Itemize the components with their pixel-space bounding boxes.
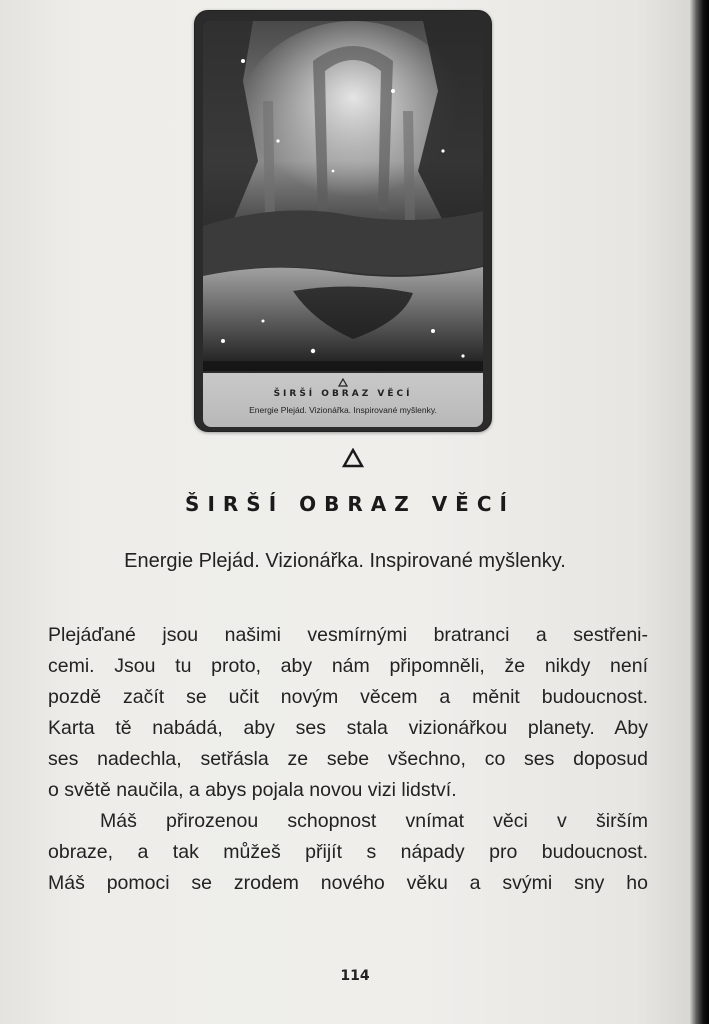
text-line: Máš pomoci se zrodem nového věku a svými sny ho [48,872,648,894]
text-line: Plejáďané jsou našimi vesmírnými bratranci a sestřeni- [48,624,648,646]
text-line: obraze, a tak můžeš přijít s nápady pro budoucnost. [48,841,648,863]
oracle-card [194,10,492,432]
card-subtitle: Energie Plejád. Vizionářka. Inspirované myšlenky. [249,405,437,415]
card-illustration [203,21,483,371]
chapter-heading: ŠIRŠÍ OBRAZ VĚCÍ [185,492,515,516]
text-line: cemi. Jsou tu proto, aby nám připomněli, že nikdy není [48,655,648,677]
text-line: pozdě začít se učit novým věcem a měnit budoucnost. [48,686,648,708]
page-number: 114 [340,968,370,984]
book-gutter [690,0,709,1024]
text-line: o světě naučila, a abys pojala novou vizi lidství. [48,779,457,801]
card-caption [203,373,483,427]
triangle-icon [342,448,364,468]
triangle-icon [338,378,348,387]
text-line: ses nadechla, setřásla ze sebe všechno, co ses doposud [48,748,648,770]
text-line: Máš přirozenou schopnost vnímat věci v širším [100,810,648,832]
card-title: ŠIRŠÍ OBRAZ VĚCÍ [273,389,413,399]
chapter-subtitle: Energie Plejád. Vizionářka. Inspirované myšlenky. [124,550,566,572]
body-text [48,620,648,899]
text-line: Karta tě nabádá, aby ses stala vizionářkou planety. Aby [48,717,648,739]
